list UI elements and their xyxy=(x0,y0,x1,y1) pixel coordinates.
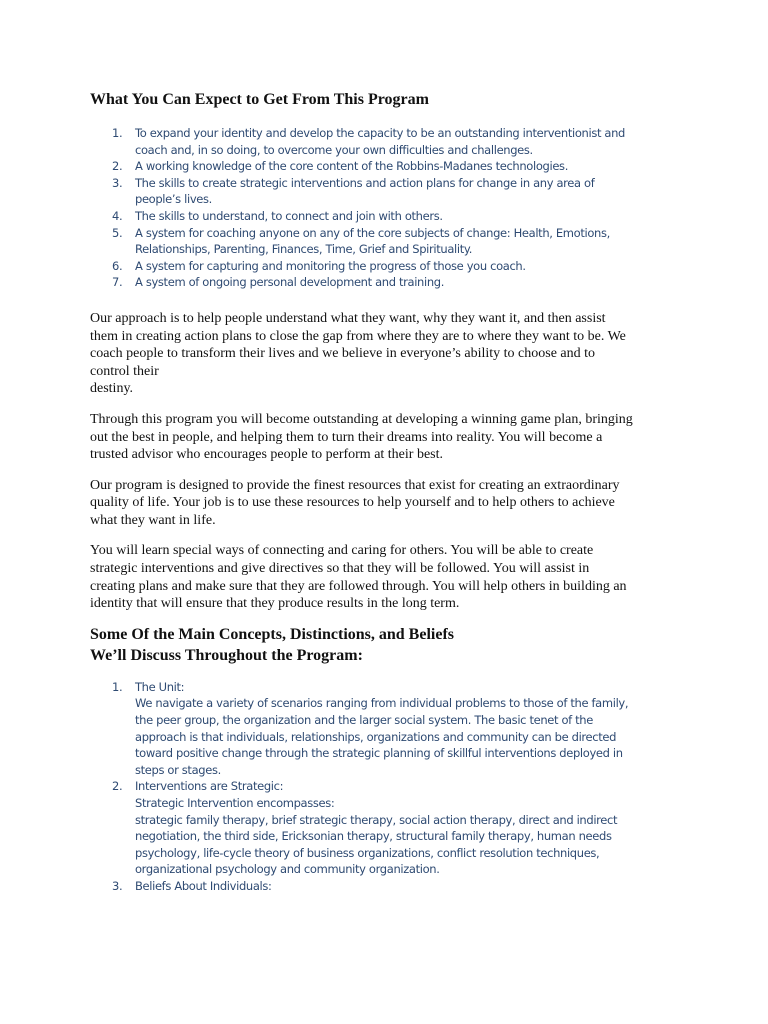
list-item: 5. A system for coaching anyone on any of the core subjects of change: Health, Emotions, Relationships, Parenting, Finances, Time, Grief and Spirituality. xyxy=(112,225,610,257)
paragraph-connecting: You will learn special ways of connecting and caring for others. You will be able to create strategic interventions and give directives so that they will be followed. You will assist in creating plans and make sure that they are followed through. You will help others in building an identity that will ensure that they produce results in the long term. xyxy=(90,543,627,612)
section-heading-expectations: What You Can Expect to Get From This Program xyxy=(90,91,429,108)
list-item: 3. Beliefs About Individuals: xyxy=(112,878,272,893)
list-item: 2. Interventions are Strategic: Strategic Intervention encompasses: strategic family therapy, brief strategic therapy, social action therapy, direct and indirect negotiation, the third side, Ericksonian therapy, structural family therapy, human needs psychology, life-cycle theory of business organizations, conflict resolution techniques, organizational psychology and community organization. xyxy=(112,779,618,877)
list-item: 2. A working knowledge of the core content of the Robbins-Madanes technologies. xyxy=(112,159,568,174)
list-item: 4. The skills to understand, to connect and join with others. xyxy=(112,208,443,223)
list-item: 3. The skills to create strategic interventions and action plans for change in any area of people’s lives. xyxy=(112,175,595,207)
paragraph-approach: Our approach is to help people understand what they want, why they want it, and then assist them in creating action plans to close the gap from where they are to where they want to be. We coach people to transform their lives and we believe in everyone’s ability to choose and to control their destiny. xyxy=(90,310,626,397)
paragraph-outstanding: Through this program you will become outstanding at developing a winning game plan, bringing out the best in people, and helping them to turn their dreams into reality. You will become a trusted advisor who encourages people to perform at their best. xyxy=(90,411,633,463)
document-page xyxy=(90,90,680,895)
expectations-list xyxy=(90,125,680,291)
paragraph-resources: Our program is designed to provide the finest resources that exist for creating an extraordinary quality of life. Your job is to use these resources to help yourself and to help others to achieve what they want in life. xyxy=(90,477,620,528)
section-heading-concepts: Some Of the Main Concepts, Distinctions, and Beliefs We’ll Discuss Throughout the Program: xyxy=(90,625,454,664)
concepts-list xyxy=(90,679,680,895)
list-item: 7. A system of ongoing personal development and training. xyxy=(112,275,445,290)
list-item: 1. To expand your identity and develop the capacity to be an outstanding interventionist and coach and, in so doing, to overcome your own difficulties and challenges. xyxy=(112,126,626,157)
list-item: 6. A system for capturing and monitoring the progress of those you coach. xyxy=(112,258,526,273)
list-item: 1. The Unit: We navigate a variety of scenarios ranging from individual problems to those of the family, the peer group, the organization and the larger social system. The basic tenet of the approach is that individuals, relationships, organizations and community can be directed toward positive change through the strategic planning of skillful interventions deployed in steps or stages. xyxy=(112,679,629,777)
